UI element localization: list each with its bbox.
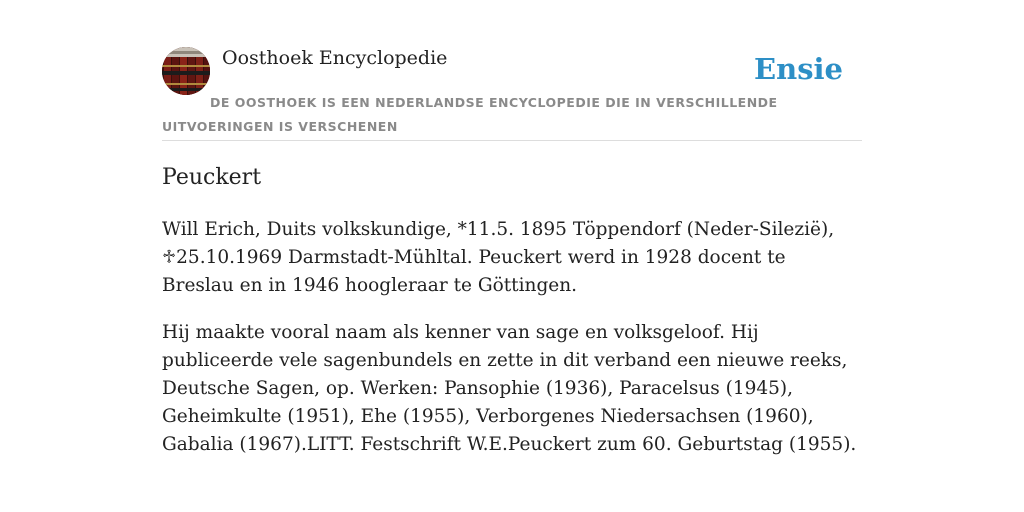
article-paragraph: Will Erich, Duits volkskundige, *11.5. 1895 Töppendorf (Neder-Silezië), ♱25.10.1969 Darmstadt-Mühltal. Peuckert werd in 1928 docent te Breslau en in 1946 hoogleraar te Göttingen. [162,219,835,296]
brand-logo[interactable]: Ensie [754,52,843,86]
encyclopedia-books-icon[interactable] [162,47,210,95]
article [162,160,862,459]
site-tagline: DE OOSTHOEK IS EEN NEDERLANDSE ENCYCLOPEDIE DIE IN VERSCHILLENDE UITVOERINGEN IS VERSCHENEN [162,95,778,134]
encyclopedia-books-image [162,47,210,95]
site-header [162,46,862,141]
article-paragraph: Hij maakte vooral naam als kenner van sage en volksgeloof. Hij publiceerde vele sagenbundels en zette in dit verband een nieuwe reeks, Deutsche Sagen, op. Werken: Pansophie (1936), Paracelsus (1945), Geheimkulte (1951), Ehe (1955), Verborgenes Niedersachsen (1960), Gabalia (1967).LITT. Festschrift W.E.Peuckert zum 60. Geburtstag (1955). [162,322,857,455]
article-title: Peuckert [162,165,262,190]
site-title[interactable]: Oosthoek Encyclopedie [222,47,448,69]
